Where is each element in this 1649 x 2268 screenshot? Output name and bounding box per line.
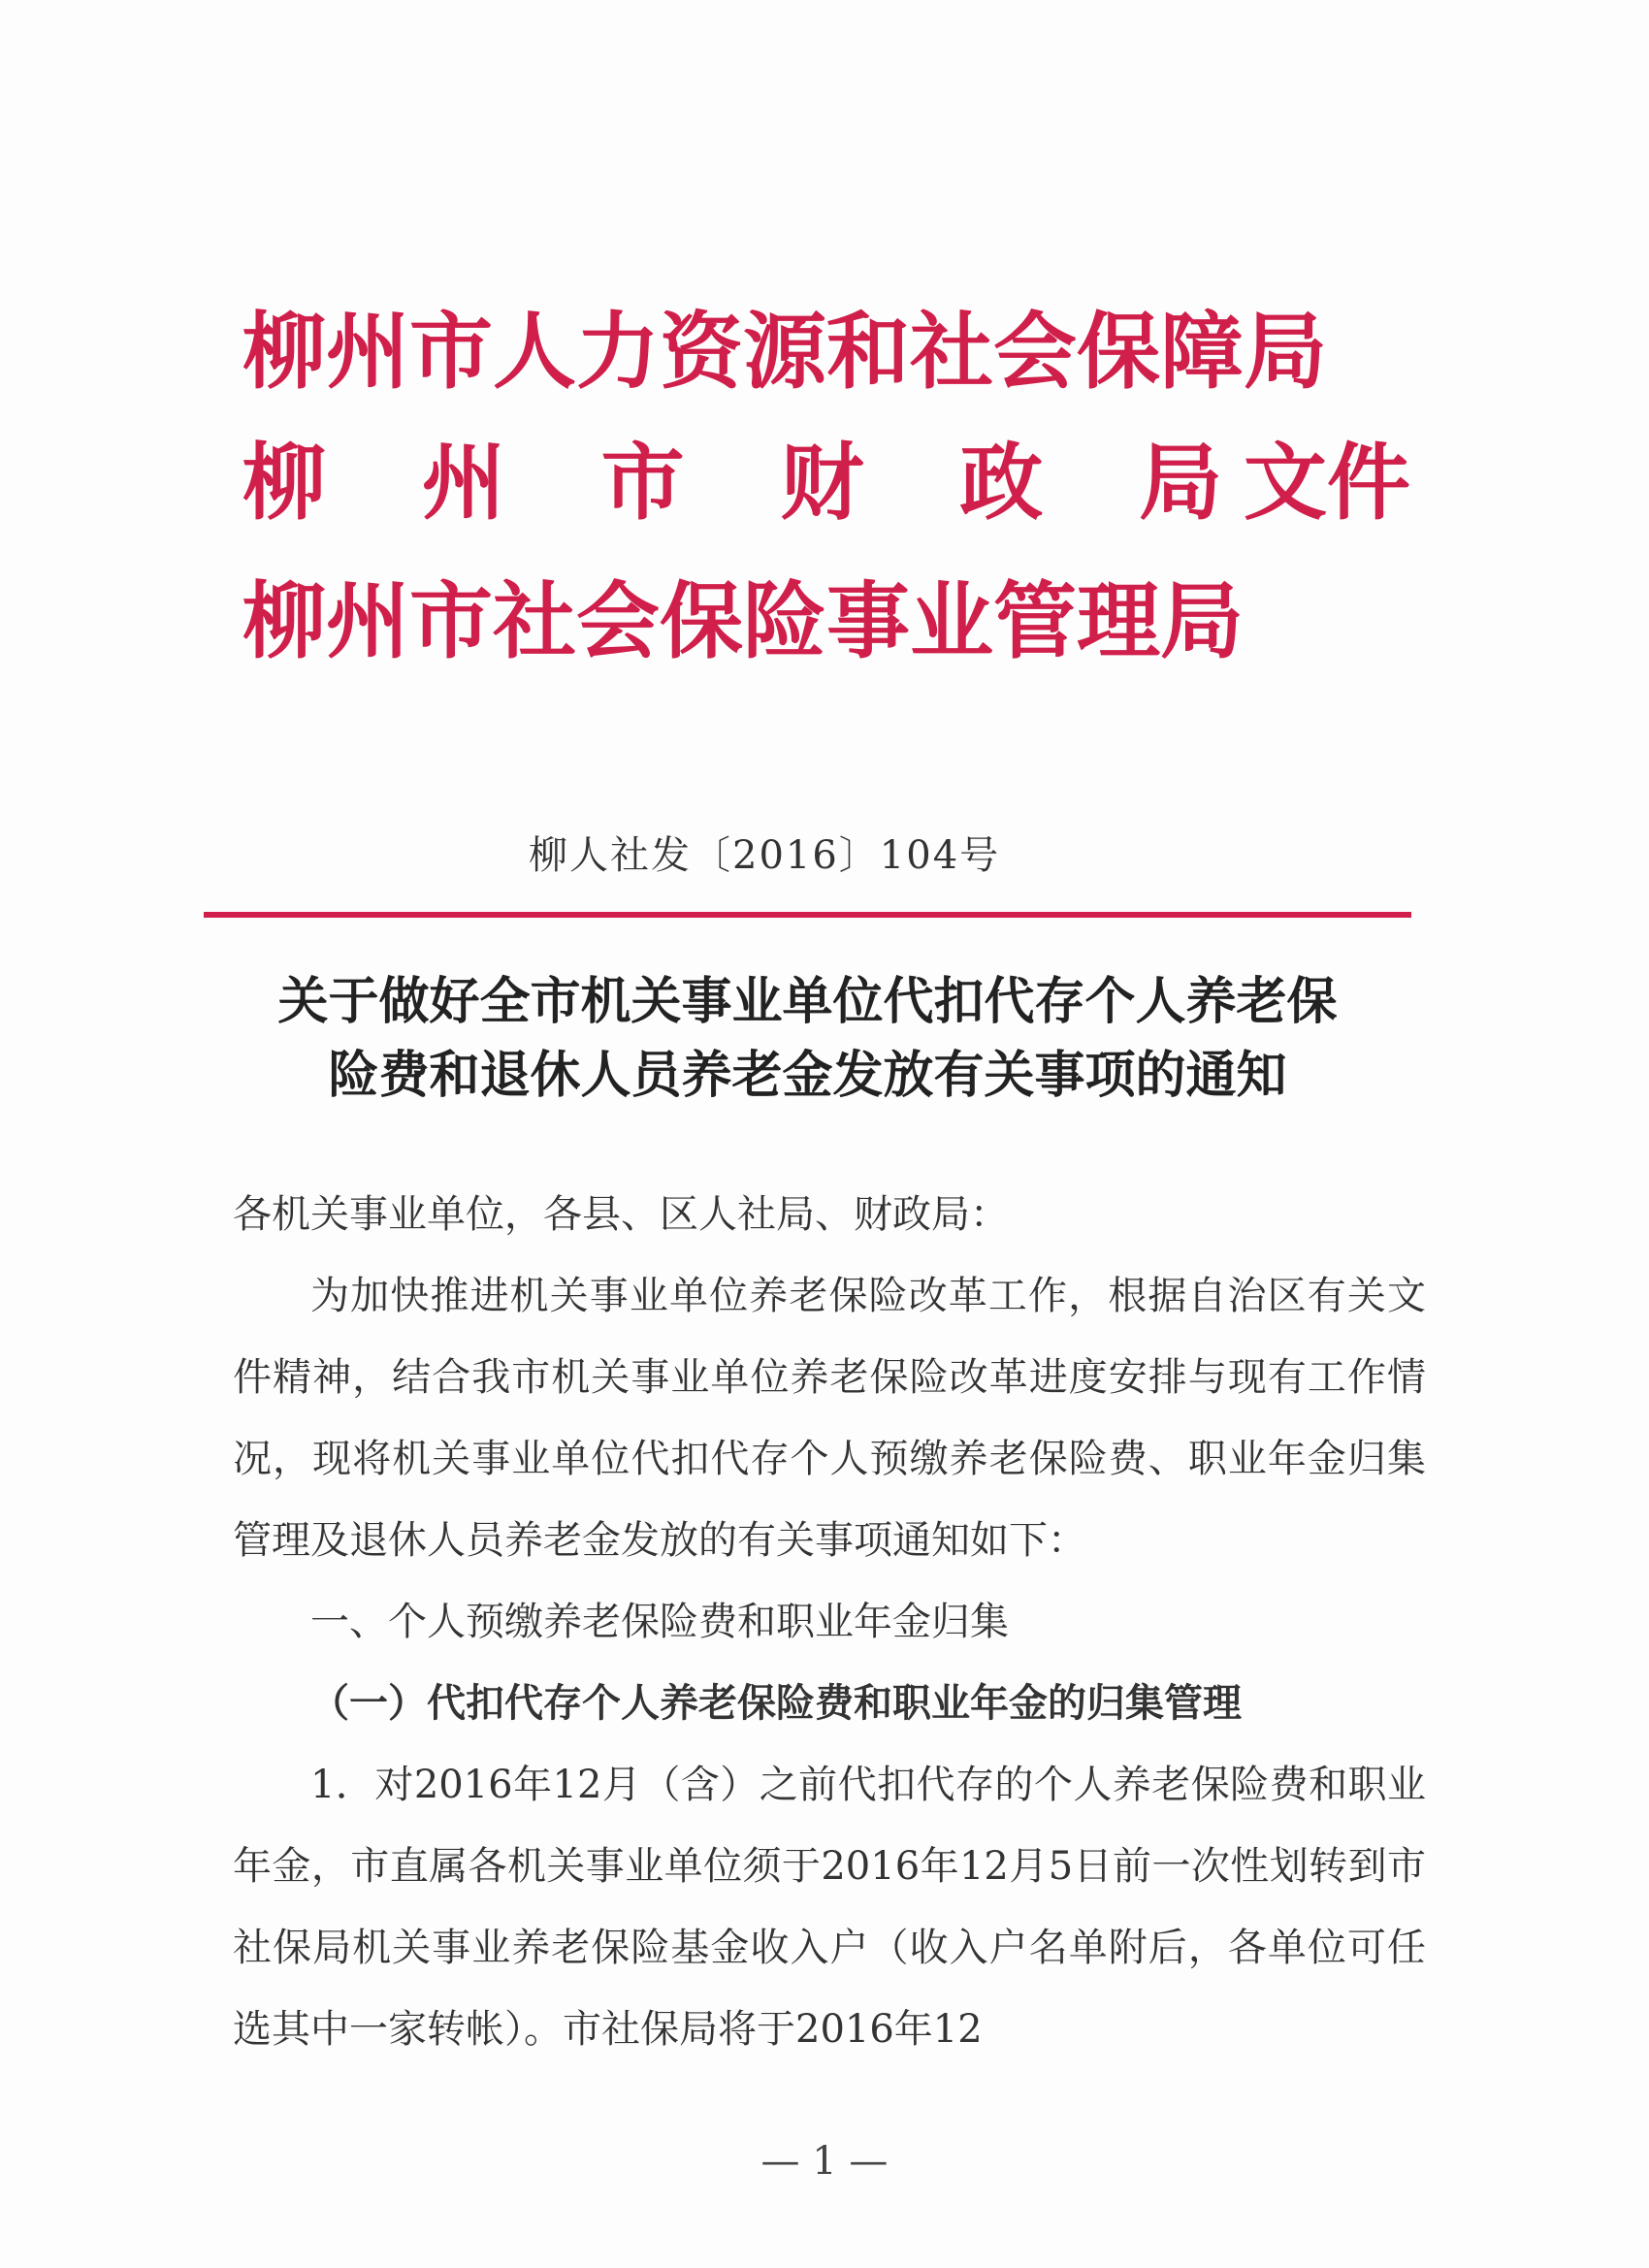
header-agency-finance-name [242,435,1223,532]
subsection-heading-1: （一）代扣代存个人养老保险费和职业年金的归集管理 [310,1681,1242,1726]
header-char: 柳 [242,435,360,532]
red-separator-line [204,912,1411,918]
header-agency-social-insurance: 柳州市社会保险事业管理局 [242,573,1244,670]
header-agency-hrss: 柳州市人力资源和社会保障局 [242,304,1327,401]
header-char: 政 [959,435,1077,532]
intro-paragraph: 为加快推进机关事业单位养老保险改革工作，根据自治区有关文件精神，结合我市机关事业单位养老保险改革进度安排与现有工作情况，现将机关事业单位代扣代存个人预缴养老保险费、职业年金归集管理及退休人员养老金发放的有关事项通知如下： [233,1274,1426,1563]
header-document-suffix: 文件 [1244,435,1410,532]
section-heading-1: 一、个人预缴养老保险费和职业年金归集 [310,1600,1009,1644]
page-number: — 1 — [760,2139,889,2184]
document-number: 柳人社发〔2016〕104号 [529,833,1001,878]
header-char: 市 [600,435,719,532]
document-title [204,965,1411,1113]
title-line-2: 险费和退休人员养老金发放有关事项的通知 [328,1047,1287,1105]
document-body [233,1174,1426,2070]
header-char: 州 [421,435,539,532]
header-char: 局 [1139,435,1223,532]
title-line-1: 关于做好全市机关事业单位代扣代存个人养老保 [277,973,1338,1031]
header-char: 财 [780,435,897,532]
salutation: 各机关事业单位，各县、区人社局、财政局： [233,1192,1009,1237]
header-agency-finance [242,435,1410,535]
item-1-paragraph: 1．对2016年12月（含）之前代扣代存的个人养老保险费和职业年金，市直属各机关事业单位须于2016年12月5日前一次性划转到市社保局机关事业养老保险基金收入户（收入户名单附后，各单位可任选其中一家转帐）。市社保局将于2016年12 [233,1763,1426,2052]
